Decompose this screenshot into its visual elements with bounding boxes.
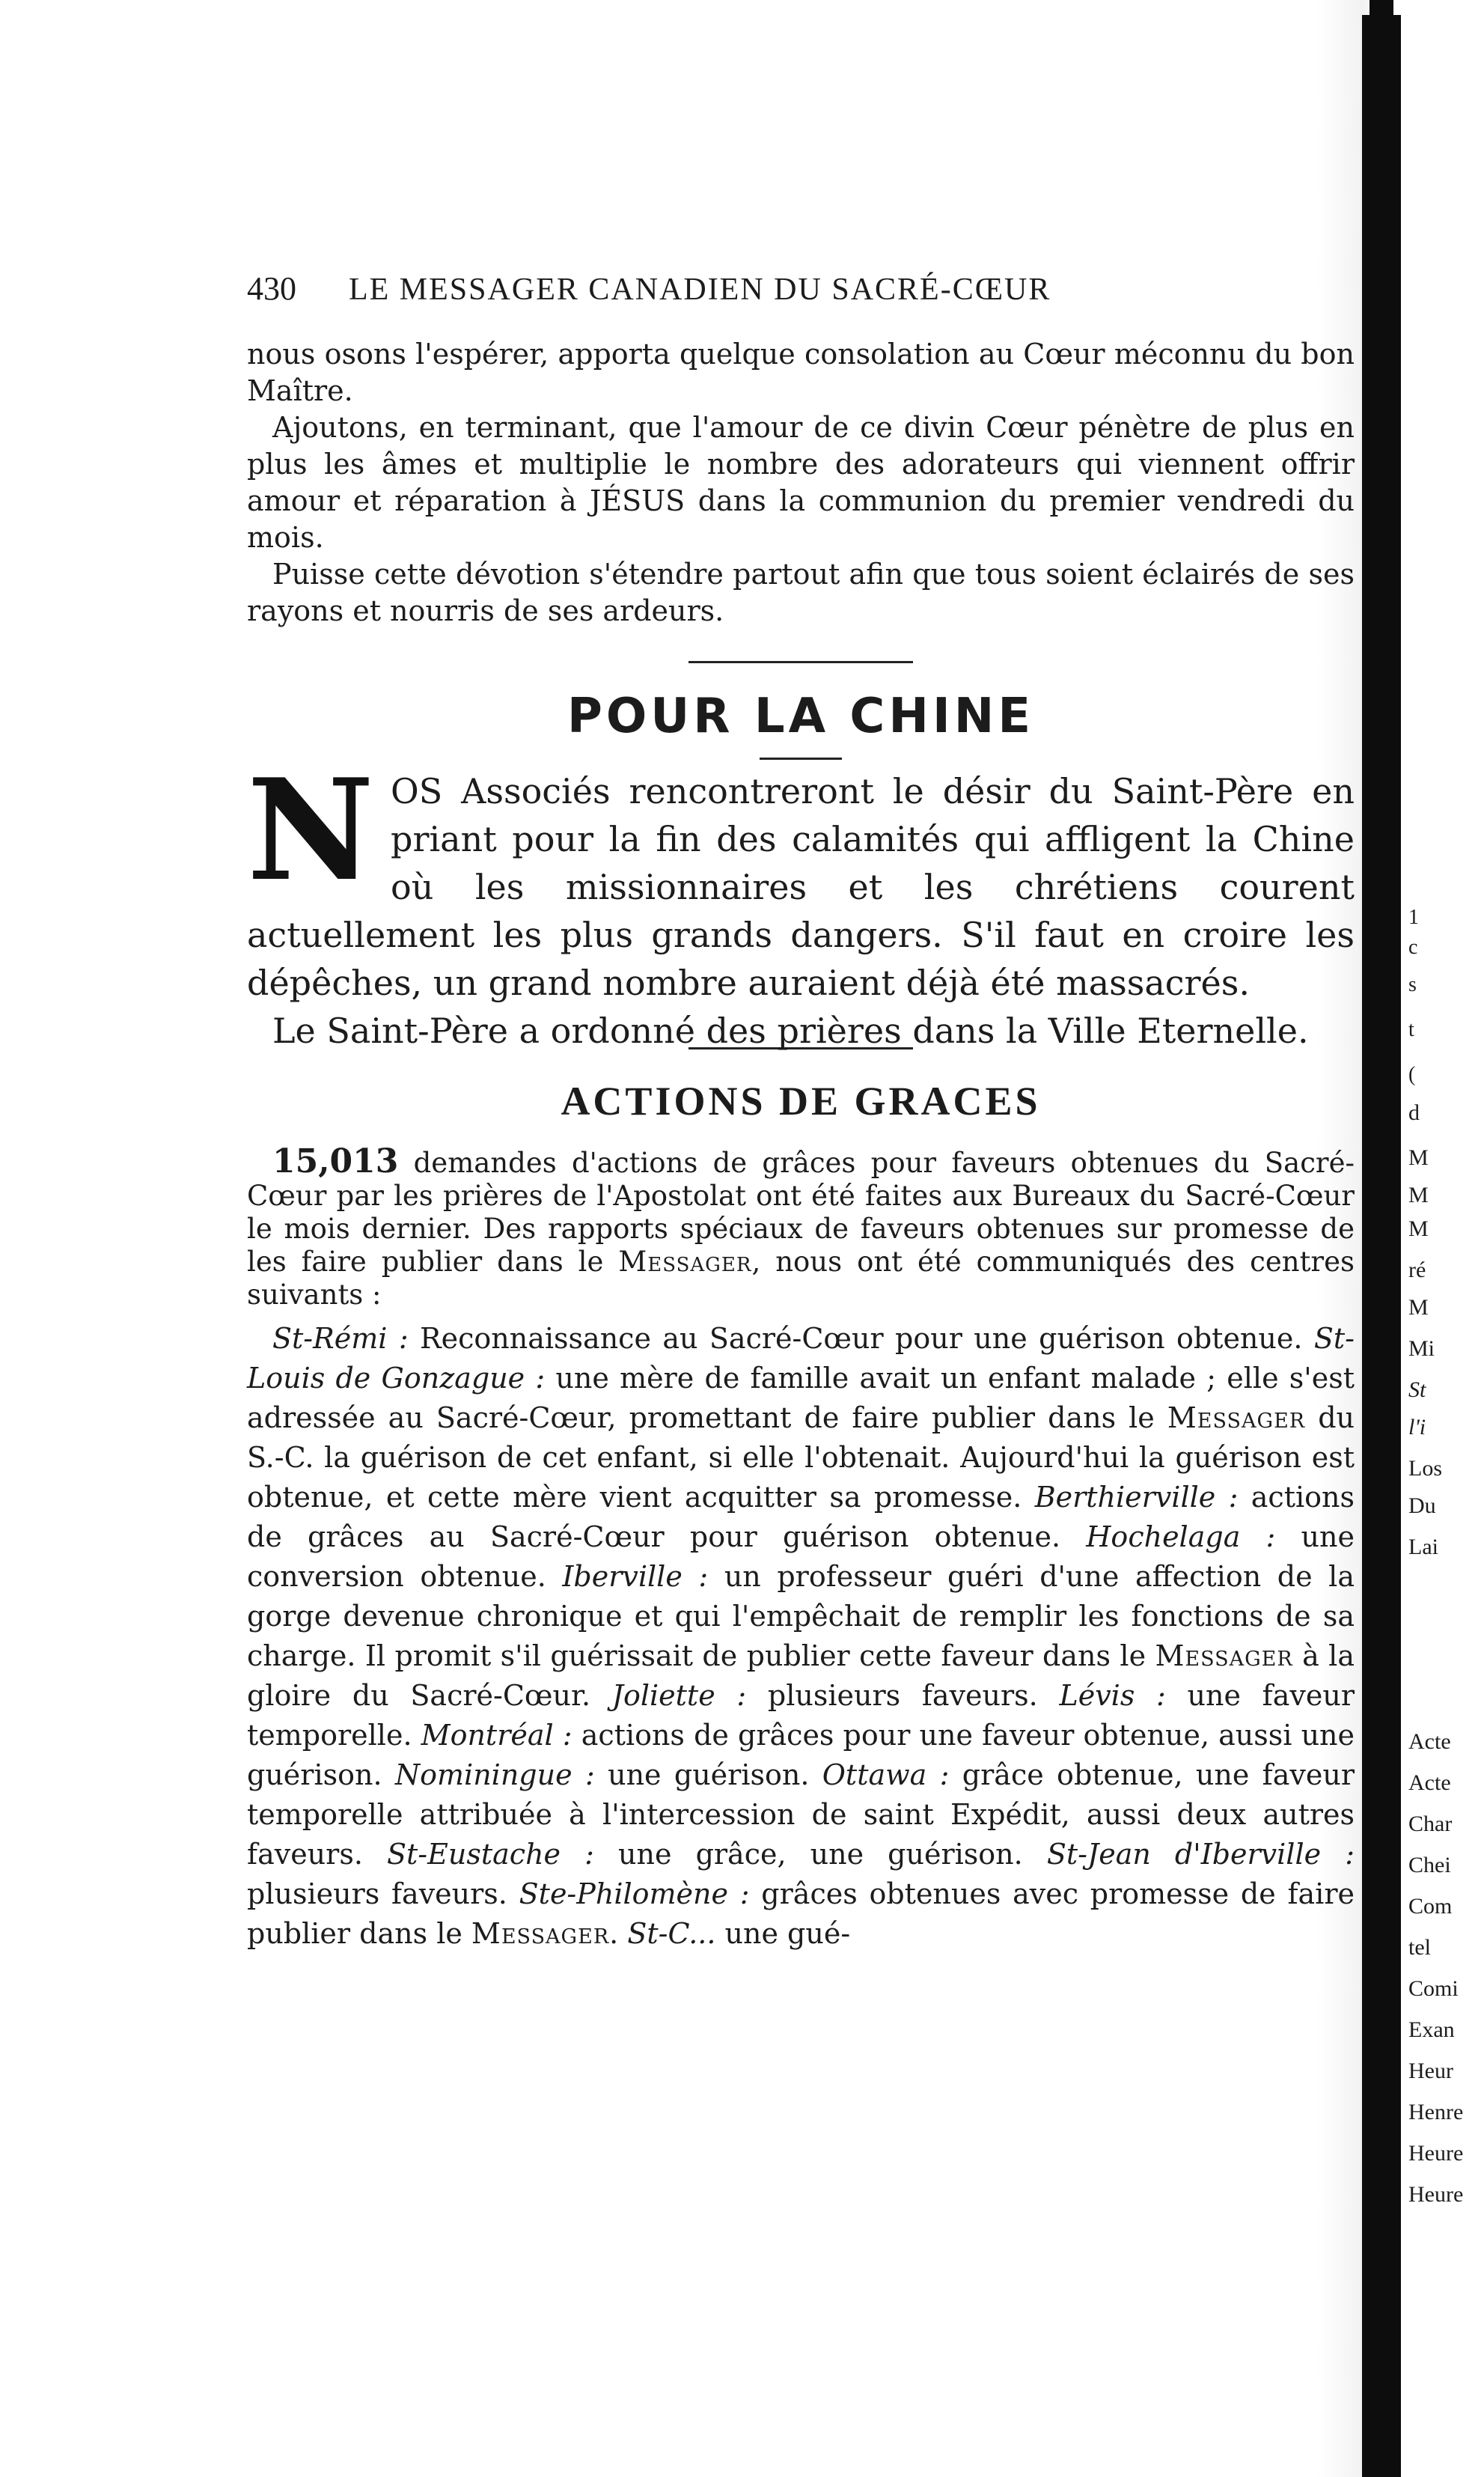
fragment-24: Comi [1408,1976,1459,2001]
text-ste-philomene-1: grâces obtenues avec promesse de faire publier dans le [247,1877,1355,1950]
text-joliette: plusieurs faveurs. [746,1679,1060,1712]
place-hochelaga: Hochelaga : [1086,1520,1276,1553]
fragment-13: St [1408,1377,1426,1402]
text-st-eustache: une grâce, une guérison. [593,1838,1047,1871]
lead-text-1: demandes d'actions de grâces pour faveurs obtenues du Sacré-Cœur par les prières de l'Apostolat ont été faites aux Bureaux du Sacré-Cœur le mois dernier. Des rapports spéciaux de faveurs obtenues sur promesse de les faire publier dans le [247,1147,1355,1278]
page-number: 430 [247,270,296,307]
place-st-louis: St-Louis de Gonzague : [247,1322,1355,1395]
intro-paragraph-3: Puisse cette dévotion s'étendre partout afin que tous soient éclairés de ses rayons et nourris de ses ardeurs. [247,558,1355,627]
place-ottawa: Ottawa : [822,1758,950,1791]
place-berthierville: Berthierville : [1034,1481,1239,1514]
text-ste-philomene-2: . [609,1917,628,1950]
fragment-10: ré [1408,1258,1426,1282]
binding-edge [1362,15,1401,2477]
place-st-final: St-C... [627,1917,716,1950]
page-body [247,269,1355,1954]
place-joliette: Joliette : [611,1679,747,1712]
fragment-12: Mi [1408,1336,1435,1361]
messager-st-louis: Messager [1167,1401,1306,1434]
fragment-21: Chei [1408,1853,1451,1877]
messager-iberville: Messager [1155,1639,1293,1672]
intro-paragraph-2: Ajoutons, en terminant, que l'amour de ce divin Cœur pénètre de plus en plus les âmes et multiplie le nombre des adorateurs qui viennent offrir amour et réparation à JÉSUS dans la communion du premier vendredi du mois. [247,411,1355,554]
fragment-4: t [1408,1018,1414,1041]
fragment-5: ( [1408,1063,1416,1086]
fragment-28: Heure [1408,2141,1464,2166]
place-iberville: Iberville : [562,1560,709,1593]
fragment-18: Acte [1408,1729,1451,1754]
text-berthierville: actions de grâces au Sacré-Cœur pour guérison obtenue. [247,1481,1355,1553]
fragment-20: Char [1408,1812,1453,1836]
section-divider-1 [688,661,913,663]
place-ste-philomene: Ste-Philomène : [519,1877,750,1910]
text-st-remi: Reconnaissance au Sacré-Cœur pour une guérison obtenue. [408,1322,1314,1355]
text-montreal: actions de grâces pour une faveur obtenue, aussi une guérison. [247,1719,1355,1791]
text-levis: une faveur temporelle. [247,1679,1355,1752]
fragment-2: c [1408,936,1418,959]
fragment-25: Exan [1408,2017,1455,2042]
lead-text-2: , nous ont été communiqués des centres suivants : [247,1246,1355,1311]
fragment-3: s [1408,973,1417,996]
place-st-eustache: St-Eustache : [387,1838,594,1871]
fragment-29: Heure [1408,2182,1464,2207]
text-st-final: une gué- [715,1917,851,1950]
lead-number: 15,013 [272,1142,399,1180]
running-title: LE MESSAGER CANADIEN DU SACRÉ-CŒUR [349,272,1051,307]
text-st-jean-iberville: plusieurs faveurs. [247,1877,519,1910]
actions-entries [247,1319,1355,1954]
text-hochelaga: une conversion obtenue. [247,1520,1355,1593]
fragment-23: tel [1408,1935,1431,1960]
fragment-22: Com [1408,1894,1453,1919]
place-levis: Lévis : [1059,1679,1166,1712]
messager-ste-philomene: Messager [471,1917,610,1950]
text-nominingue: une guérison. [594,1758,822,1791]
fragment-26: Heur [1408,2059,1453,2083]
fragment-1: 1 [1408,906,1419,929]
actions-section-title: ACTIONS DE GRACES [561,1079,1041,1124]
fragment-14: l'i [1408,1415,1426,1439]
chine-paragraph-1: OS Associés rencontreront le désir du Saint-Père en priant pour la fin des calamités qui affligent la Chine où les missionnaires et les chrétiens courent actuellement les plus grands dangers. S'il faut en croire les dépêches, un grand nombre auraient déjà été massacrés. [247,771,1355,1003]
chine-section-title: POUR LA CHINE [567,689,1035,744]
fragment-27: Henre [1408,2100,1464,2124]
text-st-louis-1: une mère de famille avait un enfant malade ; elle s'est adressée au Sacré-Cœur, promettant de faire publier dans le [247,1362,1355,1434]
fragment-17: Lai [1408,1535,1438,1559]
fragment-19: Acte [1408,1770,1451,1795]
fragment-16: Du [1408,1493,1436,1518]
lead-messager: Messager [618,1246,752,1278]
text-iberville-2: à la gloire du Sacré-Cœur. [247,1639,1355,1712]
text-iberville-1: un professeur guéri d'une affection de la gorge devenue chronique et qui l'empêchait de remplir les fonctions de sa charge. Il promit s'il guérissait de publier cette faveur dans le [247,1560,1355,1672]
fragment-8: M [1408,1183,1429,1207]
fragment-15: Los [1408,1456,1442,1481]
fragment-9: M [1408,1216,1429,1241]
place-st-remi: St-Rémi : [272,1322,409,1355]
place-montreal: Montréal : [421,1719,572,1752]
title-underline [760,758,842,760]
intro-paragraph-1: nous osons l'espérer, apporta quelque consolation au Cœur méconnu du bon Maître. [247,338,1355,407]
fragment-11: M [1408,1295,1429,1320]
place-st-jean-iberville: St-Jean d'Iberville : [1046,1838,1355,1871]
drop-cap-letter: N [247,748,375,912]
text-ottawa: grâce obtenue, une faveur temporelle attribuée à l'intercession de saint Expédit, aussi deux autres faveurs. [247,1758,1355,1871]
text-st-louis-2: du S.-C. la guérison de cet enfant, si elle l'obtenait. Aujourd'hui la guérison est obtenue, et cette mère vient acquitter sa promesse. [247,1401,1355,1514]
actions-lead-paragraph [247,1142,1355,1311]
fragment-7: M [1408,1145,1429,1170]
chine-paragraph-2: Le Saint-Père a ordonné des prières dans la Ville Eternelle. [272,1011,1309,1051]
fragment-6: d [1408,1100,1420,1125]
place-nominingue: Nominingue : [394,1758,595,1791]
running-head [247,269,1355,308]
chine-body [247,748,1355,1055]
